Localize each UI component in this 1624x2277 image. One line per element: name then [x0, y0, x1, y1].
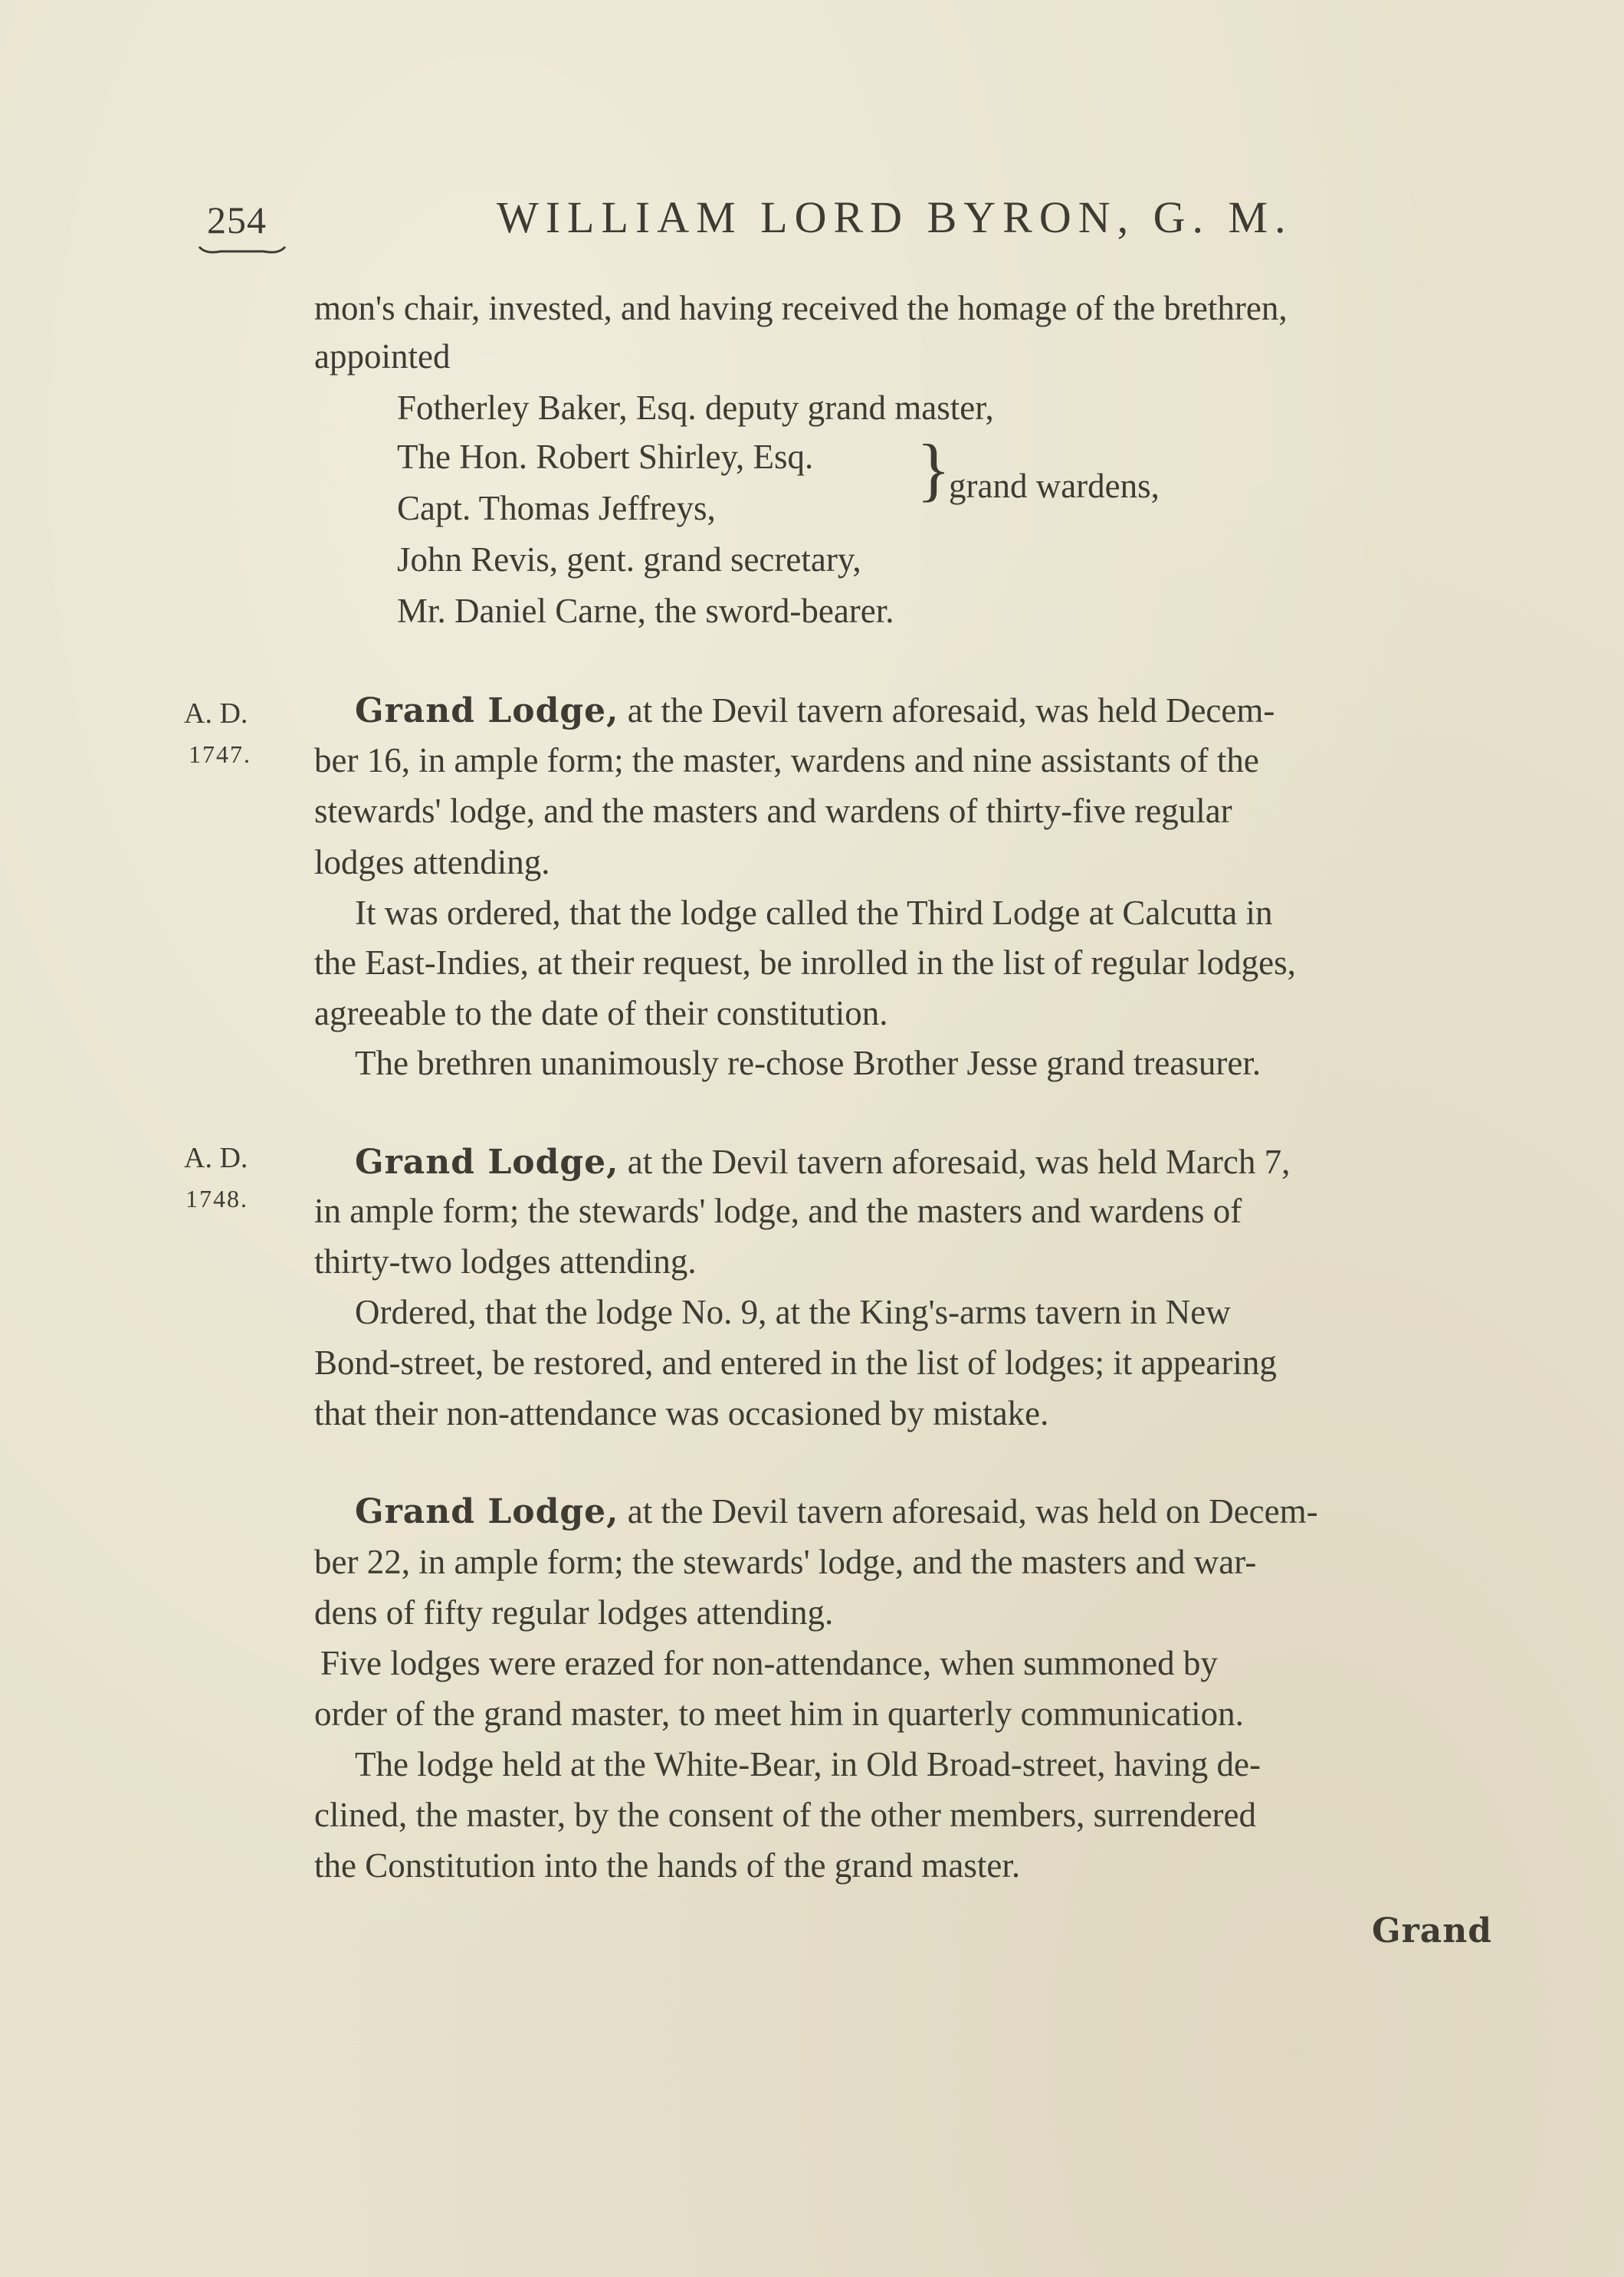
appointment-warden: The Hon. Robert Shirley, Esq. — [397, 438, 814, 476]
appointment-sword-bearer: Mr. Daniel Carne, the sword-bearer. — [397, 592, 894, 630]
text-line: at the Devil tavern aforesaid, was held on Decem- — [627, 1492, 1318, 1531]
catchword: Grand — [1372, 1911, 1493, 1951]
text-line: lodges attending. — [314, 843, 550, 881]
appointment-secretary: John Revis, gent. grand secretary, — [397, 540, 861, 579]
wardens-label: grand wardens, — [949, 467, 1160, 505]
appointment-warden: Capt. Thomas Jeffreys, — [397, 489, 716, 527]
text-line: Five lodges were erazed for non-attendance, when summoned by — [320, 1644, 1218, 1682]
page-number: 254 — [207, 198, 267, 241]
entry-heading-line — [355, 1494, 1318, 1529]
blackletter-heading: Grand Lodge, — [355, 1143, 619, 1182]
margin-year: 1747. — [189, 740, 251, 768]
text-line: that their non-attendance was occasioned by mistake. — [314, 1394, 1049, 1432]
text-line: dens of fifty regular lodges attending. — [314, 1593, 834, 1632]
text-line: thirty-two lodges attending. — [314, 1242, 697, 1281]
text-line: The brethren unanimously re-chose Brother Jesse grand treasurer. — [355, 1044, 1261, 1082]
page-number-flourish — [198, 244, 287, 256]
text-line: stewards' lodge, and the masters and wardens of thirty-five regular — [314, 792, 1232, 830]
text-line: It was ordered, that the lodge called the Third Lodge at Calcutta in — [355, 894, 1273, 932]
text-line: in ample form; the stewards' lodge, and the masters and wardens of — [314, 1192, 1242, 1230]
appointment-deputy: Fotherley Baker, Esq. deputy grand master, — [397, 389, 994, 427]
entry-heading-line — [355, 691, 1275, 730]
text-line: the Constitution into the hands of the grand master. — [314, 1846, 1021, 1885]
brace-symbol: } — [917, 430, 951, 508]
blackletter-heading: Grand Lodge, — [355, 691, 619, 730]
text-line: agreeable to the date of their constitution. — [314, 994, 888, 1032]
text-line: order of the grand master, to meet him in quarterly communication. — [314, 1695, 1244, 1733]
running-title: WILLIAM LORD BYRON, G. M. — [497, 192, 1293, 242]
text-line: Ordered, that the lodge No. 9, at the King's-arms tavern in New — [355, 1293, 1231, 1331]
text-line: mon's chair, invested, and having received the homage of the brethren, — [314, 289, 1288, 327]
text-line: at the Devil tavern aforesaid, was held Decem- — [627, 691, 1275, 730]
text-line: appointed — [314, 337, 451, 376]
margin-anno-domini: A. D. — [184, 1142, 248, 1174]
text-line: ber 22, in ample form; the stewards' lodge, and the masters and war- — [314, 1543, 1257, 1581]
text-line: The lodge held at the White-Bear, in Old Broad-street, having de- — [355, 1745, 1261, 1783]
text-line: clined, the master, by the consent of the other members, surrendered — [314, 1796, 1257, 1834]
margin-year: 1748. — [185, 1185, 248, 1212]
text-line: the East-Indies, at their request, be inrolled in the list of regular lodges, — [314, 943, 1296, 982]
blackletter-heading: Grand Lodge, — [355, 1492, 619, 1531]
margin-anno-domini: A. D. — [184, 697, 248, 730]
entry-heading-line — [355, 1145, 1290, 1180]
text-line: ber 16, in ample form; the master, wardens and nine assistants of the — [314, 741, 1259, 779]
text-line: at the Devil tavern aforesaid, was held March 7, — [627, 1143, 1291, 1181]
text-line: Bond-street, be restored, and entered in the list of lodges; it appearing — [314, 1344, 1277, 1382]
